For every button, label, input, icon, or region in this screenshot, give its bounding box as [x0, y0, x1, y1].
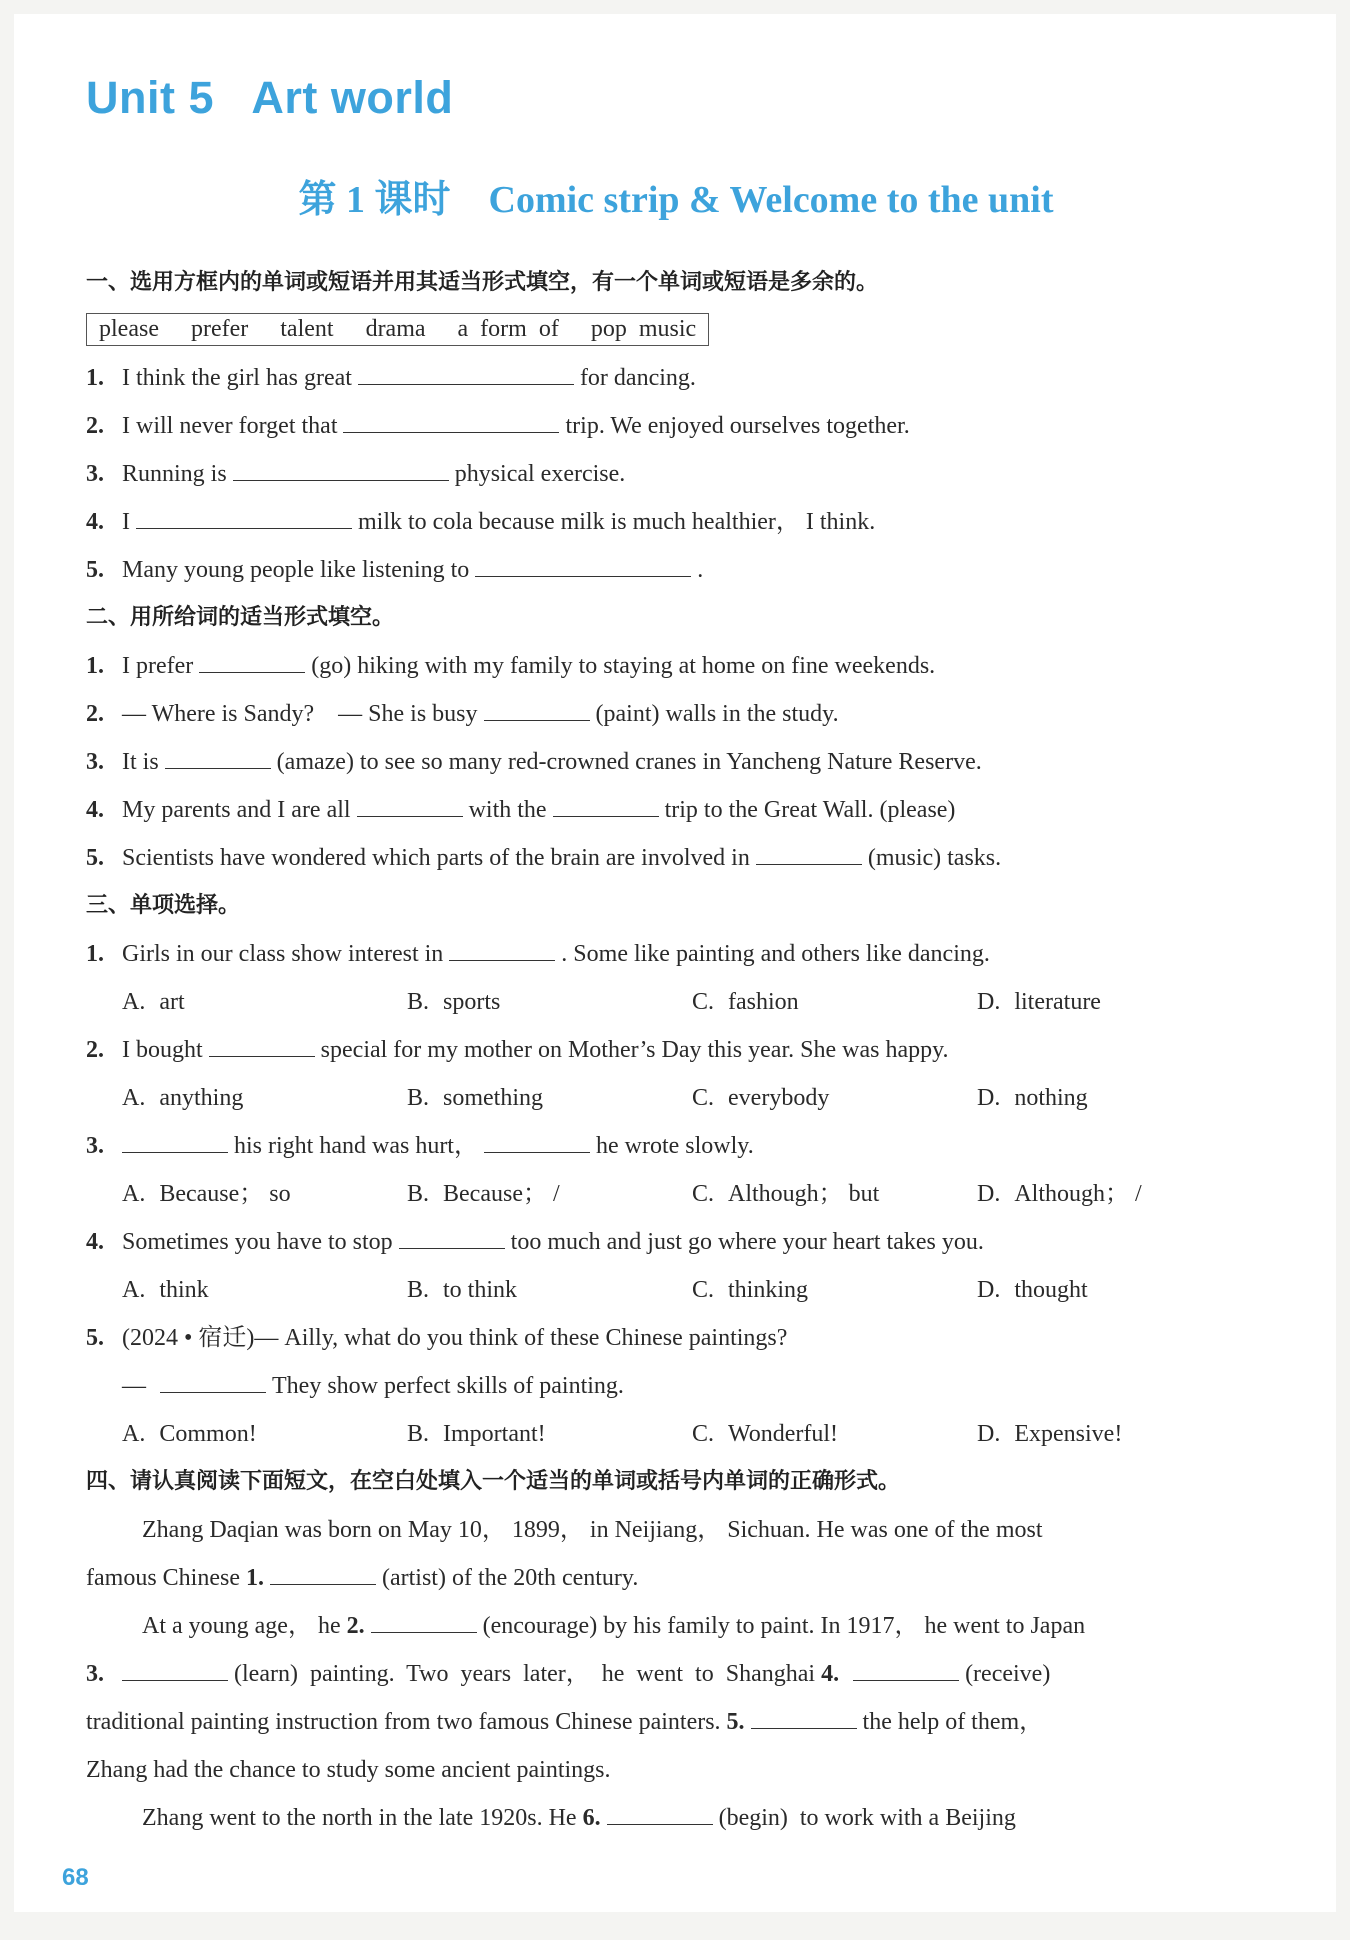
question-text: They show perfect skills of painting. — [272, 1373, 624, 1399]
blank-number: 1. — [245, 1565, 264, 1591]
word-box-item: pop music — [590, 316, 697, 342]
option-c[interactable] — [692, 978, 977, 1026]
option-text: nothing — [1014, 1085, 1088, 1111]
question-text: his right hand was hurt， — [234, 1133, 478, 1159]
passage-text: Zhang had the chance to study some ancient paintings. — [86, 1757, 611, 1783]
passage-line — [86, 1746, 1266, 1794]
answer-blank[interactable] — [607, 1794, 713, 1825]
option-b[interactable] — [407, 978, 692, 1026]
question-text: Scientists have wondered which parts of the brain are involved in — [122, 845, 750, 871]
question-number: 4. — [86, 509, 104, 535]
question-number: 2. — [86, 1037, 104, 1063]
option-c[interactable] — [692, 1170, 977, 1218]
option-a[interactable] — [122, 1410, 407, 1458]
word-box-item: talent — [280, 316, 334, 342]
answer-blank[interactable] — [484, 690, 590, 721]
option-label: A. — [122, 1421, 146, 1447]
option-label: B. — [407, 1421, 430, 1447]
option-text: Although； / — [1014, 1181, 1142, 1207]
passage-line — [86, 1650, 1266, 1698]
blank-number: 4. — [821, 1661, 840, 1687]
answer-blank[interactable] — [209, 1026, 315, 1057]
question — [86, 642, 1266, 690]
answer-options — [86, 978, 1266, 1026]
question-number: 4. — [86, 1229, 104, 1255]
option-text: anything — [159, 1085, 244, 1111]
option-a[interactable] — [122, 978, 407, 1026]
question-text: Many young people like listening to — [122, 557, 470, 583]
word-box-item: a form of — [457, 316, 559, 342]
question-number: 5. — [86, 845, 104, 871]
answer-blank[interactable] — [358, 354, 574, 385]
option-text: Common! — [159, 1421, 257, 1447]
passage-text: At a young age， he — [142, 1613, 341, 1639]
option-text: everybody — [728, 1085, 830, 1111]
blank-number: 6. — [582, 1805, 601, 1831]
passage-text: famous Chinese — [86, 1565, 240, 1591]
passage-text: (begin) to work with a Beijing — [718, 1805, 1016, 1831]
answer-blank[interactable] — [371, 1602, 477, 1633]
question — [86, 546, 1266, 594]
section3-heading: 三、单项选择。 — [86, 893, 241, 918]
question-text: physical exercise. — [454, 461, 626, 487]
answer-blank[interactable] — [165, 738, 271, 769]
passage-text: (artist) of the 20th century. — [381, 1565, 639, 1591]
question-text: too much and just go where your heart takes you. — [510, 1229, 984, 1255]
passage-line — [86, 1554, 1266, 1602]
question-text: for dancing. — [579, 365, 696, 391]
option-label: C. — [692, 1277, 715, 1303]
question-text: I think the girl has great — [122, 365, 352, 391]
option-d[interactable] — [977, 1410, 1262, 1458]
option-d[interactable] — [977, 1266, 1262, 1314]
question-number: 3. — [86, 1133, 104, 1159]
question-text: I will never forget that — [122, 413, 338, 439]
option-text: think — [159, 1277, 209, 1303]
question — [86, 1218, 1266, 1266]
answer-options — [86, 1410, 1266, 1458]
question-text: (2024 • 宿迁)— Ailly, what do you think of these Chinese paintings? — [122, 1325, 788, 1351]
question-text: My parents and I are all — [122, 797, 351, 823]
option-label: D. — [977, 1421, 1001, 1447]
option-text: to think — [443, 1277, 518, 1303]
option-label: C. — [692, 1085, 715, 1111]
blank-number: 5. — [726, 1709, 745, 1735]
question — [86, 834, 1266, 882]
question — [86, 402, 1266, 450]
answer-blank[interactable] — [122, 1650, 228, 1681]
question-text: milk to cola because milk is much healthier， I think. — [358, 509, 876, 535]
option-text: Although； but — [728, 1181, 880, 1207]
option-label: B. — [407, 989, 430, 1015]
option-b[interactable] — [407, 1074, 692, 1122]
option-label: B. — [407, 1085, 430, 1111]
option-label: C. — [692, 989, 715, 1015]
option-b[interactable] — [407, 1170, 692, 1218]
question-text: he wrote slowly. — [595, 1133, 754, 1159]
option-b[interactable] — [407, 1266, 692, 1314]
word-box — [86, 313, 709, 346]
passage-line — [86, 1602, 1266, 1650]
option-c[interactable] — [692, 1266, 977, 1314]
passage-text: traditional painting instruction from two famous Chinese painters. — [86, 1709, 721, 1735]
question-text: trip to the Great Wall. (please) — [664, 797, 956, 823]
question — [86, 930, 1266, 978]
word-box-item: prefer — [190, 316, 249, 342]
question-number: 3. — [86, 749, 104, 775]
option-d[interactable] — [977, 1074, 1262, 1122]
section1-heading: 一、选用方框内的单词或短语并用其适当形式填空，有一个单词或短语是多余的。 — [86, 270, 879, 295]
unit-title: Unit 5 Art world — [86, 72, 454, 123]
blank-number: 3. — [86, 1661, 104, 1687]
question — [86, 1122, 1266, 1170]
answer-blank[interactable] — [399, 1218, 505, 1249]
section4-heading: 四、请认真阅读下面短文，在空白处填入一个适当的单词或括号内单词的正确形式。 — [86, 1469, 901, 1494]
answer-blank[interactable] — [136, 498, 352, 529]
section2-heading: 二、用所给词的适当形式填空。 — [86, 605, 395, 630]
page-number: 68 — [62, 1864, 89, 1891]
passage-text: (receive) — [965, 1661, 1051, 1687]
answer-blank[interactable] — [233, 450, 449, 481]
option-text: Because； so — [159, 1181, 291, 1207]
question-number: 1. — [86, 941, 104, 967]
question-number: 3. — [86, 461, 104, 487]
question-text: (amaze) to see so many red-crowned cranes in Yancheng Nature Reserve. — [276, 749, 982, 775]
answer-blank[interactable] — [475, 546, 691, 577]
option-text: thinking — [728, 1277, 809, 1303]
question-text: I — [122, 509, 130, 535]
question-text: special for my mother on Mother’s Day this year. She was happy. — [320, 1037, 949, 1063]
question — [86, 738, 1266, 786]
answer-blank[interactable] — [357, 786, 463, 817]
answer-blank[interactable] — [199, 642, 305, 673]
option-d[interactable] — [977, 1170, 1262, 1218]
question — [86, 1314, 1266, 1362]
option-label: B. — [407, 1277, 430, 1303]
option-label: B. — [407, 1181, 430, 1207]
option-label: A. — [122, 989, 146, 1015]
question-text: trip. We enjoyed ourselves together. — [565, 413, 910, 439]
question — [86, 1026, 1266, 1074]
question-number: 2. — [86, 701, 104, 727]
option-label: D. — [977, 1277, 1001, 1303]
question-text: (paint) walls in the study. — [595, 701, 839, 727]
lesson-title: 第 1 课时 Comic strip & Welcome to the unit — [298, 179, 1054, 221]
answer-blank[interactable] — [484, 1122, 590, 1153]
word-box-item: please — [99, 316, 159, 342]
answer-blank[interactable] — [270, 1554, 376, 1585]
word-box-item: drama — [365, 316, 426, 342]
option-label: A. — [122, 1181, 146, 1207]
question-number: 1. — [86, 365, 104, 391]
passage-text: Zhang went to the north in the late 1920s. He — [142, 1805, 577, 1831]
option-label: D. — [977, 989, 1001, 1015]
answer-blank[interactable] — [853, 1650, 959, 1681]
answer-blank[interactable] — [751, 1698, 857, 1729]
option-text: thought — [1014, 1277, 1088, 1303]
question-text: with the — [468, 797, 547, 823]
option-d[interactable] — [977, 978, 1262, 1026]
question-text: I bought — [122, 1037, 203, 1063]
option-c[interactable] — [692, 1074, 977, 1122]
option-label: D. — [977, 1085, 1001, 1111]
answer-blank[interactable] — [343, 402, 559, 433]
passage-text: the help of them， — [862, 1709, 1044, 1735]
question — [86, 786, 1266, 834]
dash: — — [122, 1373, 146, 1399]
option-text: something — [443, 1085, 544, 1111]
question-text: Sometimes you have to stop — [122, 1229, 393, 1255]
question-text: It is — [122, 749, 159, 775]
option-label: C. — [692, 1181, 715, 1207]
passage-line — [86, 1794, 1266, 1842]
question-number: 5. — [86, 557, 104, 583]
option-a[interactable] — [122, 1266, 407, 1314]
option-text: Wonderful! — [728, 1421, 839, 1447]
question-text: I prefer — [122, 653, 194, 679]
question-number: 5. — [86, 1325, 104, 1351]
answer-blank[interactable] — [449, 930, 555, 961]
option-a[interactable] — [122, 1170, 407, 1218]
answer-blank[interactable] — [160, 1362, 266, 1393]
question-text: . Some like painting and others like dancing. — [561, 941, 990, 967]
passage-line — [86, 1698, 1266, 1746]
answer-options — [86, 1266, 1266, 1314]
answer-blank[interactable] — [756, 834, 862, 865]
worksheet-page — [14, 14, 1336, 1912]
option-label: D. — [977, 1181, 1001, 1207]
passage-line — [86, 1506, 1266, 1554]
answer-blank[interactable] — [122, 1122, 228, 1153]
option-text: fashion — [728, 989, 799, 1015]
question-number: 1. — [86, 653, 104, 679]
option-text: art — [159, 989, 185, 1015]
question — [86, 450, 1266, 498]
option-label: A. — [122, 1277, 146, 1303]
option-text: Important! — [443, 1421, 546, 1447]
answer-options — [86, 1074, 1266, 1122]
option-b[interactable] — [407, 1410, 692, 1458]
question-number: 2. — [86, 413, 104, 439]
question-text: Girls in our class show interest in — [122, 941, 444, 967]
passage-text: Zhang Daqian was born on May 10， 1899， in Neijiang， Sichuan. He was one of the most — [142, 1517, 1043, 1543]
passage-text: (encourage) by his family to paint. In 1917， he went to Japan — [482, 1613, 1086, 1639]
answer-options — [86, 1170, 1266, 1218]
option-label: C. — [692, 1421, 715, 1447]
question-number: 4. — [86, 797, 104, 823]
option-text: Because； / — [443, 1181, 560, 1207]
question-text: (music) tasks. — [867, 845, 1002, 871]
passage-text: (learn) painting. Two years later， he went to Shanghai — [234, 1661, 816, 1687]
option-text: Expensive! — [1014, 1421, 1123, 1447]
option-a[interactable] — [122, 1074, 407, 1122]
question — [86, 498, 1266, 546]
option-label: A. — [122, 1085, 146, 1111]
option-text: literature — [1014, 989, 1101, 1015]
question-text: Running is — [122, 461, 227, 487]
question-text: . — [697, 557, 704, 583]
question-text: (go) hiking with my family to staying at home on fine weekends. — [311, 653, 936, 679]
question-continuation — [86, 1362, 1266, 1410]
blank-number: 2. — [346, 1613, 365, 1639]
question — [86, 690, 1266, 738]
question-text: — Where is Sandy? — She is busy — [122, 701, 478, 727]
question — [86, 354, 1266, 402]
answer-blank[interactable] — [553, 786, 659, 817]
option-text: sports — [443, 989, 501, 1015]
option-c[interactable] — [692, 1410, 977, 1458]
